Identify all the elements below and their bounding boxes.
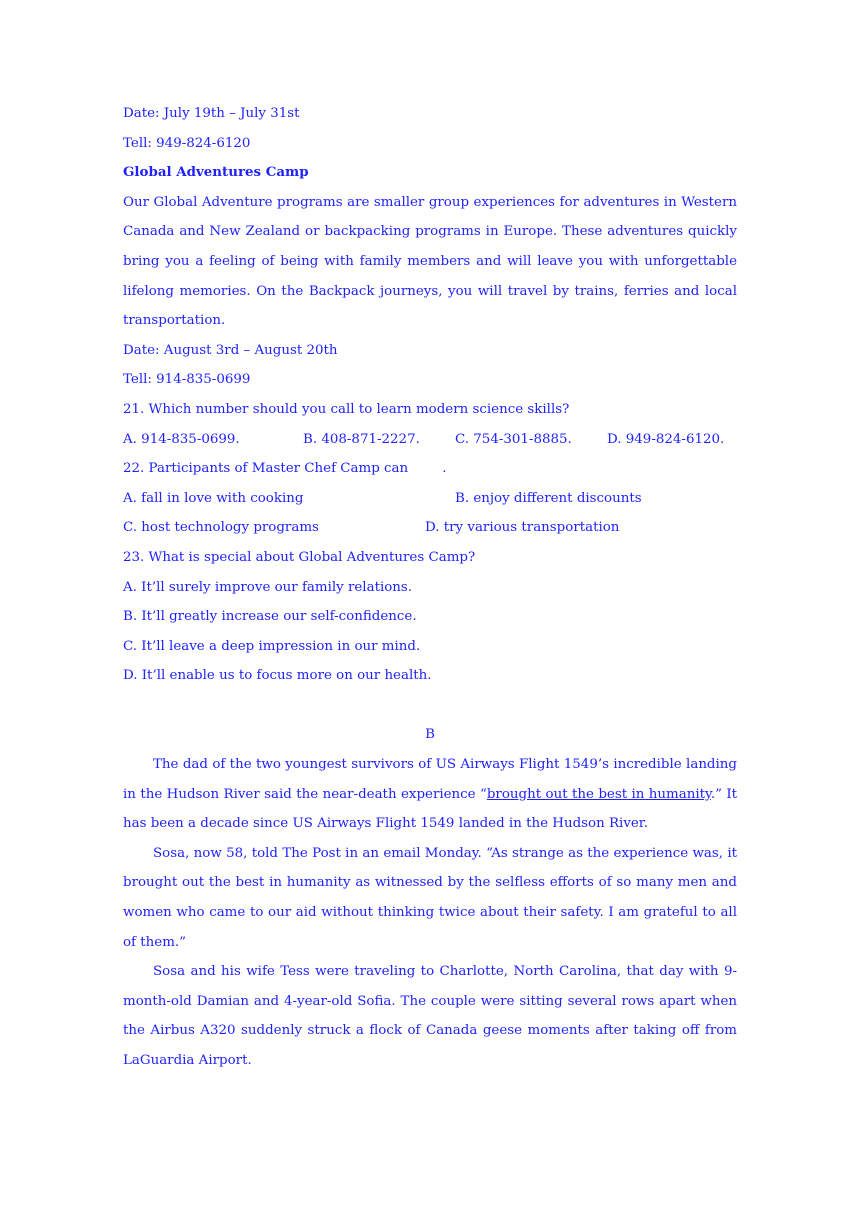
section-b-heading: B: [425, 727, 435, 743]
question-23-stem: 23. What is special about Global Adventures Camp?: [123, 549, 476, 565]
camp-title: Global Adventures Camp: [123, 164, 309, 181]
p1-text-end: .” It has been a decade since US Airways Flight 1549 landed in the Hudson River.: [123, 786, 737, 832]
q21-option-b: B. 408-871-2227.: [303, 431, 420, 447]
camp-description: Our Global Adventure programs are smaller group experiences for adventures in Western Canada and New Zealand or backpacking programs in Europe. These adventures quickly bring you a feeling of being with family members and will leave you with unforgettable lifelong memories. On the Backpack journeys, you will travel by trains, ferries and local transportation.: [123, 194, 737, 329]
question-21-stem: 21. Which number should you call to learn modern science skills?: [123, 401, 570, 417]
q23-option-a: A. It’ll surely improve our family relations.: [123, 579, 413, 595]
date-line-first: Date: July 19th – July 31st: [123, 106, 300, 121]
document-page: [123, 99, 737, 1076]
question-22-options-row1: [123, 484, 737, 514]
q21-option-c: C. 754-301-8885.: [455, 431, 572, 447]
p1-underlined-phrase: brought out the best in humanity: [486, 786, 711, 802]
question-22-stem: 22. Participants of Master Chef Camp can .: [123, 461, 447, 477]
q21-option-d: D. 949-824-6120.: [607, 431, 725, 447]
question-22-options-row2: [123, 513, 737, 543]
q23-option-b: B. It’ll greatly increase our self-confidence.: [123, 609, 417, 625]
q22-option-d: D. try various transportation: [425, 520, 620, 536]
tel-line-first: Tell: 949-824-6120: [123, 135, 251, 151]
q23-option-c: C. It’ll leave a deep impression in our mind.: [123, 638, 421, 654]
p1-text-start: The dad of the two youngest survivors of US Airways Flight 1549’s incredible landing in the Hudson River said the near-death experience “: [123, 757, 737, 802]
q22-option-a: A. fall in love with cooking: [123, 490, 304, 506]
q21-option-a: A. 914-835-0699.: [123, 431, 240, 447]
q23-option-d: D. It’ll enable us to focus more on our health.: [123, 668, 432, 684]
question-21-options: [123, 425, 737, 455]
q22-option-c: C. host technology programs: [123, 520, 319, 536]
section-spacer: [123, 691, 737, 721]
q22-option-b: B. enjoy different discounts: [455, 490, 642, 506]
section-b-paragraph-3: Sosa and his wife Tess were traveling to Charlotte, North Carolina, that day with 9-month-old Damian and 4-year-old Sofia. The couple were sitting several rows apart when the Airbus A320 suddenly struck a flock of Canada geese moments after taking off from LaGuardia Airport.: [123, 964, 737, 1068]
tel-line-second: Tell: 914-835-0699: [123, 372, 251, 388]
section-b-paragraph-2: Sosa, now 58, told The Post in an email Monday. “As strange as the experience was, it brought out the best in humanity as witnessed by the selfless efforts of so many men and women who came to our aid without thinking twice about their safety. I am grateful to all of them.”: [123, 845, 737, 950]
section-b-paragraph-1: [123, 750, 737, 839]
date-line-second: Date: August 3rd – August 20th: [123, 342, 338, 358]
